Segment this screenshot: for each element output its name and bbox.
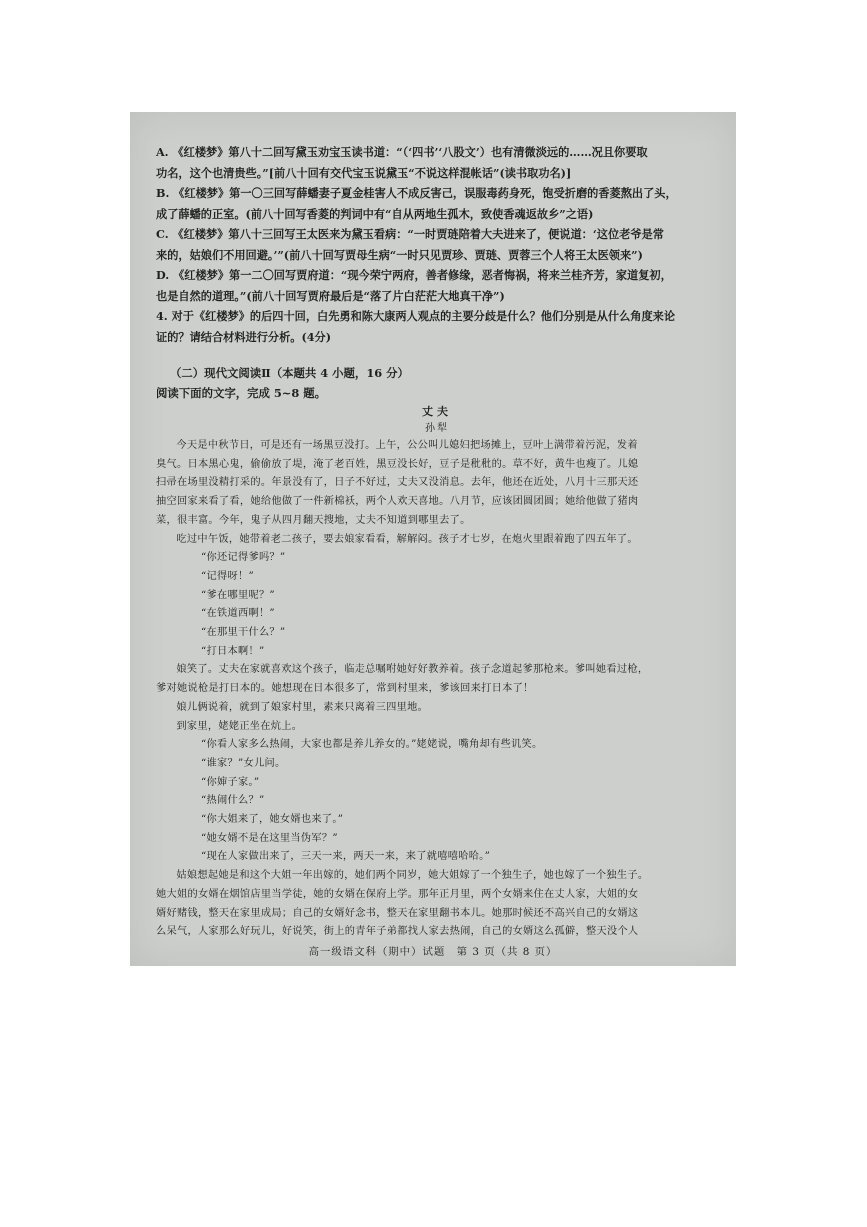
paragraph-line: 娘笑了。丈夫在家就喜欢这个孩子，临走总嘱咐她好好教养着。孩子念道起爹那枪来。爹叫她看过枪， bbox=[176, 664, 649, 676]
article-paragraph-5: 到家里，姥姥正坐在炕上。 bbox=[176, 720, 303, 732]
paragraph-line: 臭气。日本黑心鬼，偷偷放了堤，淹了老百姓，黑豆没长好，豆子是秕秕的。草不好，黄牛也瘦了。儿媳 bbox=[156, 458, 639, 470]
option-b-line-2: 成了薛蟠的正室。(前八十回写香菱的判词中有“自从两地生孤木，致使香魂返故乡”之语) bbox=[156, 206, 594, 221]
exam-page bbox=[130, 112, 736, 966]
article-paragraph-4: 娘儿俩说着，就到了娘家村里，素来只离着三四里地。 bbox=[176, 701, 429, 713]
paragraph-line: 爹对她说枪是打日本的。她想现在日本很多了，常到村里来，爹该回来打日本了！ bbox=[156, 683, 534, 695]
section-title: （二）现代文阅读Ⅱ（本题共 4 小题，16 分） bbox=[170, 366, 409, 380]
paragraph-line: 么呆气，人家那么好玩儿，好说笑，街上的青年子弟都找人家去热闹，自己的女婿这么孤僻，整天没个人 bbox=[156, 926, 639, 938]
dialog-line: “热闹什么？” bbox=[201, 795, 265, 807]
dialog-line: “打日本啊！” bbox=[201, 645, 265, 657]
paragraph-line: 姑娘想起她是和这个大姐一年出嫁的，她们两个同岁，她大姐嫁了一个独生子，她也嫁了一个独生子。 bbox=[176, 870, 649, 882]
option-d-line-2: 也是自然的道理。”(前八十回写贾府最后是“落了片白茫茫大地真干净”) bbox=[156, 288, 505, 303]
option-c-line-2: 来的，姑娘们不用回避。’”(前八十回写贾母生病“一时只见贾珍、贾琏、贾蓉三个人将王太医领来”) bbox=[156, 247, 643, 262]
dialog-block-2 bbox=[156, 736, 718, 867]
dialog-line: “你还记得爹吗？” bbox=[201, 552, 286, 564]
paragraph-line: 她大姐的女婿在烟馆店里当学徒，她的女婿在保府上学。那年正月里，两个女婿来住在丈人家，大姐的女 bbox=[156, 888, 639, 900]
dialog-line: “记得呀！” bbox=[201, 570, 254, 582]
article-paragraph-3 bbox=[156, 661, 718, 698]
article-paragraph-1 bbox=[156, 437, 718, 531]
page-footer: 高一级语文科（期中）试题 第 3 页（共 8 页） bbox=[308, 946, 558, 958]
paragraph-line: 婿好赌钱，整天在家里成局；自己的女婿好念书，整天在家里翻书本儿。她那时候还不高兴自己的女婿这 bbox=[156, 907, 639, 919]
paragraph-line: 今天是中秋节日，可是还有一场黑豆没打。上午，公公叫儿媳妇把场摊上，豆叶上满带着污泥，发着 bbox=[176, 440, 638, 451]
option-a-line-2: 功名，这个也清贵些。”[前八十回有交代宝玉说黛玉“不说这样混帐话”(读书取功名)] bbox=[156, 165, 572, 180]
paragraph-line: 扫帚在场里没精打采的。年景没有了，日子不好过，丈夫又没消息。去年，他还在近处，八月十三那天还 bbox=[156, 477, 639, 489]
question-4-line-2: 证的？请结合材料进行分析。(4分) bbox=[156, 329, 331, 344]
dialog-line: “谁家？”女儿问。 bbox=[201, 757, 286, 769]
option-a-line-1: A. 《红楼梦》第八十二回写黛玉劝宝玉读书道：“（‘四书’‘八股文’）也有清微淡远的……况且你要取 bbox=[156, 145, 648, 159]
question-4 bbox=[156, 306, 718, 347]
article-title: 丈夫 bbox=[422, 405, 452, 418]
reading-instruction: 阅读下面的文字，完成 5~8 题。 bbox=[156, 386, 327, 400]
article-author: 孙犁 bbox=[425, 423, 449, 434]
paragraph-line: 菜，很丰富。今年，鬼子从四月翻天搜地，丈夫不知道到哪里去了。 bbox=[156, 514, 471, 526]
dialog-line: “爹在哪里呢？” bbox=[201, 589, 275, 601]
dialog-line: “你婶子家。” bbox=[201, 776, 260, 788]
dialog-line: “你看人家多么热闹，大家也都是养儿养女的。”姥姥说，嘴角却有些讥笑。 bbox=[201, 739, 543, 751]
dialog-line: “在那里干什么？” bbox=[201, 627, 286, 639]
option-c-line-1: C. 《红楼梦》第八十三回写王太医来为黛玉看病：“一时贾琏陪着大夫进来了，便说道：‘这位老爷是常 bbox=[156, 227, 664, 241]
dialog-line: “在铁道西啊！” bbox=[201, 608, 275, 620]
dialog-line: “你大姐来了，她女婿也来了。” bbox=[201, 814, 344, 826]
paragraph-line: 抽空回家来看了看，她给他做了一件新棉袄，两个人欢天喜地。八月节，应该团圆团圆；她给他做了猪肉 bbox=[156, 496, 639, 508]
dialog-line: “现在人家做出来了，三天一来，两天一来，来了就嘻嘻哈哈。” bbox=[201, 851, 491, 863]
article-paragraph-6 bbox=[156, 867, 718, 942]
option-b-line-1: B. 《红楼梦》第一〇三回写薛蟠妻子夏金桂害人不成反害己，误服毒药身死，饱受折磨的香菱熬出了头， bbox=[156, 186, 677, 200]
dialog-block-1 bbox=[156, 549, 718, 661]
dialog-line: “她女婿不是在这里当伪军？” bbox=[201, 832, 338, 844]
option-d-line-1: D. 《红楼梦》第一二〇回写贾府道：“现今荣宁两府，善者修缘，恶者悔祸，将来兰桂齐芳，家道复初， bbox=[156, 268, 672, 282]
question-4-line-1: 4. 对于《红楼梦》的后四十回，白先勇和陈大康两人观点的主要分歧是什么？他们分别是从什么角度来论 bbox=[156, 309, 676, 323]
answer-options bbox=[156, 142, 718, 306]
article-paragraph-2: 吃过中午饭，她带着老二孩子，要去娘家看看，解解闷。孩子才七岁，在炮火里跟着跑了四五年了。 bbox=[176, 533, 638, 545]
